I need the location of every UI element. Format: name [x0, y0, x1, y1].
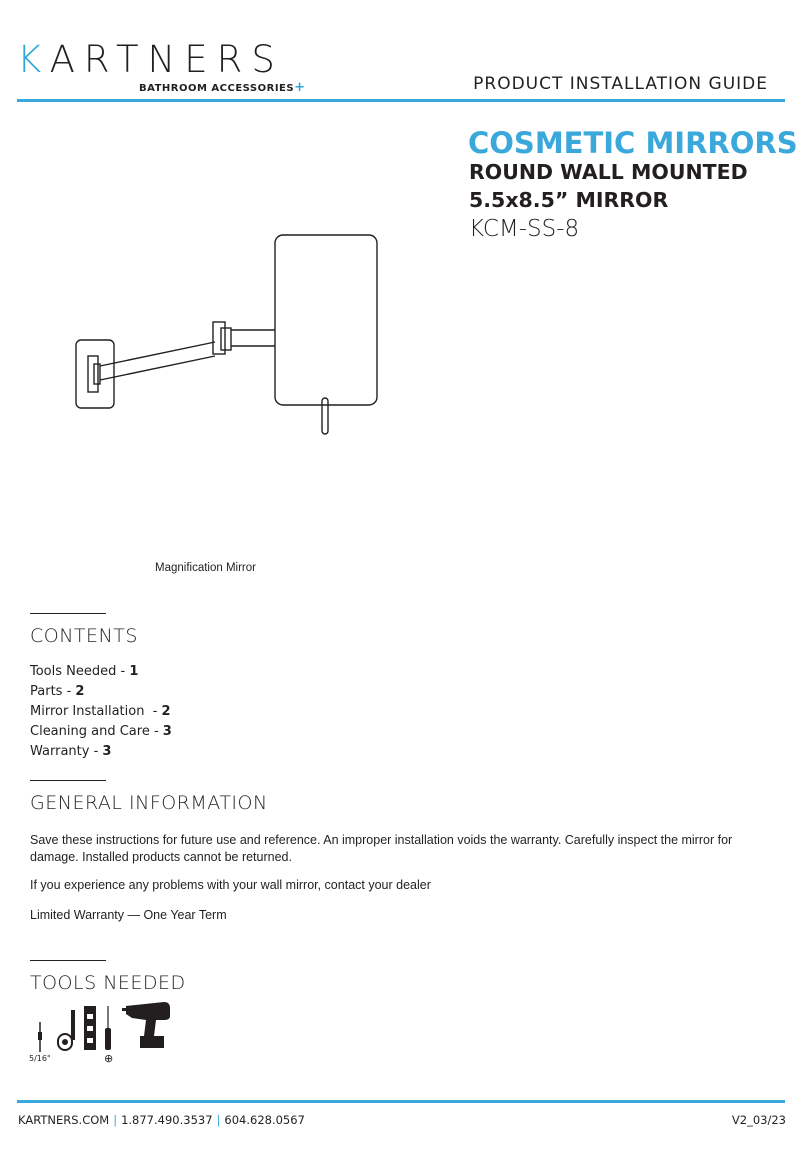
bracket-hinge — [94, 364, 100, 384]
product-model: KCM-SS-8 — [469, 216, 580, 242]
arm-joint-collar — [221, 328, 231, 350]
toc-page: 3 — [102, 744, 112, 759]
toc-label: Cleaning and Care - — [30, 724, 163, 739]
footer-rule — [17, 1100, 785, 1103]
brand-logo — [17, 38, 284, 82]
toc-label: Warranty - — [30, 744, 103, 759]
brand-tagline — [139, 80, 305, 95]
toc-page: 1 — [129, 664, 139, 679]
tape-measure-icon — [58, 1010, 75, 1050]
warranty-paragraph: Limited Warranty — One Year Term — [30, 908, 227, 922]
drill-bit-icon — [38, 1022, 42, 1052]
screwdriver-icon — [105, 1006, 111, 1050]
footer-separator: | — [113, 1113, 118, 1127]
general-rule — [30, 780, 106, 781]
toc-item[interactable] — [30, 664, 138, 679]
toc-page: 2 — [75, 684, 85, 699]
footer-phone-2[interactable]: 604.628.0567 — [224, 1113, 305, 1127]
general-heading: GENERAL INFORMATION — [30, 792, 268, 814]
toc-label: Parts - — [30, 684, 76, 699]
toc-page: 2 — [161, 704, 171, 719]
contents-heading: CONTENTS — [30, 625, 138, 647]
power-drill-icon — [122, 1002, 170, 1048]
toc-item[interactable] — [30, 704, 171, 719]
footer-phone-1[interactable]: 1.877.490.3537 — [121, 1113, 213, 1127]
mirror-illustration — [70, 230, 390, 440]
brand-tagline-text: BATHROOM ACCESSORIES — [139, 83, 295, 94]
footer-contact — [18, 1113, 305, 1127]
swing-arm-lower — [100, 356, 215, 380]
toc-item[interactable] — [30, 724, 172, 739]
toc-page: 3 — [162, 724, 172, 739]
tools-rule — [30, 960, 106, 961]
mirror-handle — [322, 398, 328, 434]
header-rule — [17, 99, 785, 102]
product-name-line1: ROUND WALL MOUNTED — [469, 160, 748, 184]
brand-logo-initial: K — [17, 38, 50, 81]
phillips-symbol: ⊕ — [104, 1052, 114, 1065]
swing-arm-upper — [100, 342, 215, 366]
guide-title: PRODUCT INSTALLATION GUIDE — [473, 74, 768, 94]
footer-separator: | — [216, 1113, 221, 1127]
tools-illustration — [28, 1002, 178, 1054]
mirror-face — [275, 235, 377, 405]
contents-rule — [30, 613, 106, 614]
brand-plus: + — [294, 80, 306, 95]
level-icon — [84, 1006, 96, 1050]
toc-label: Tools Needed - — [30, 664, 130, 679]
arm-joint — [213, 322, 225, 354]
toc-item[interactable] — [30, 744, 111, 759]
general-paragraph: Save these instructions for future use and reference. An improper installation voids the warranty. Carefully inspect the mirror for damage. Installed products cannot be returned. — [30, 833, 733, 864]
brand-logo-text: ARTNERS — [49, 38, 284, 81]
toc-label: Mirror Installation - — [30, 704, 162, 719]
bit-size-label: 5/16" — [29, 1054, 51, 1063]
toc-item[interactable] — [30, 684, 84, 699]
figure-caption: Magnification Mirror — [155, 562, 256, 574]
product-category: COSMETIC MIRRORS — [468, 126, 798, 160]
footer-website[interactable]: KARTNERS.COM — [18, 1113, 110, 1127]
dealer-paragraph: If you experience any problems with your wall mirror, contact your dealer — [30, 878, 431, 892]
wall-bracket — [88, 356, 98, 392]
wall-plate — [76, 340, 114, 408]
product-name-line2: 5.5x8.5” MIRROR — [469, 188, 669, 212]
tools-heading: TOOLS NEEDED — [30, 972, 186, 994]
document-version: V2_03/23 — [731, 1113, 786, 1127]
